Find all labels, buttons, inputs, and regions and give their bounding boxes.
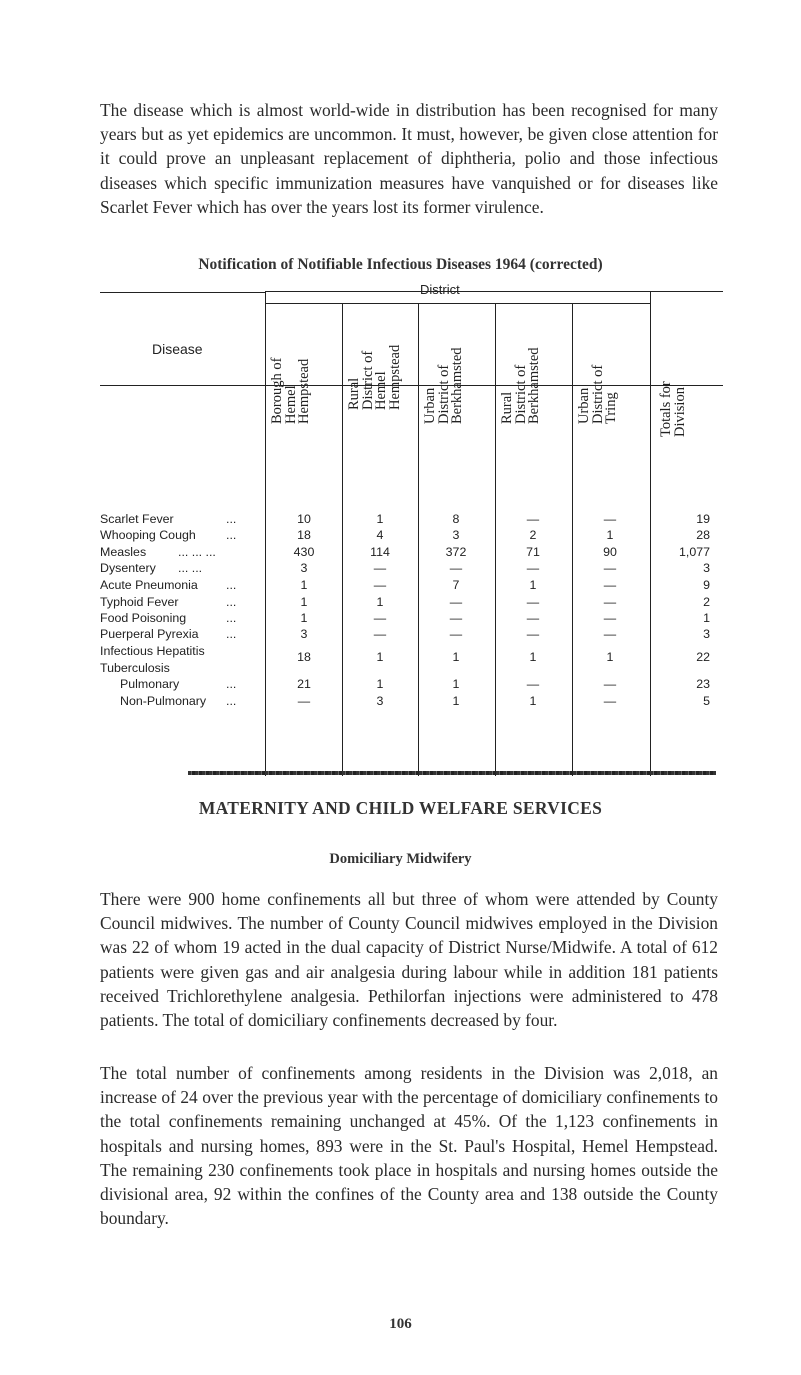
table-cell: 5	[703, 694, 710, 708]
table-cell: —	[603, 512, 617, 526]
section-heading: MATERNITY AND CHILD WELFARE SERVICES	[198, 798, 603, 818]
table-cell: 1	[606, 650, 614, 664]
row-label: Food Poisoning	[100, 611, 187, 625]
table-bottom-rule	[188, 771, 716, 775]
table-cell: 2	[703, 595, 710, 609]
table-cell: 18	[297, 528, 311, 542]
table-cell: 3	[703, 561, 710, 575]
paragraph-confinements: The total number of confinements among residents in the Division was 2,018, an increase of 24 over the previous year with the percentage of domiciliary confinements to the total confinements remaining unchanged at 45%. Of the 1,123 confinements in hospitals and nursing homes, 893 were in the St. Paul's Hospital, Hemel Hempstead. The remaining 230 confinements took place in hospitals and nursing homes outside the divisional area, 92 within the confines of the County area and 138 outside the County boundary.	[100, 1063, 718, 1229]
column-header: Urban District of Tring	[576, 364, 619, 424]
table-cell: 1	[300, 578, 308, 592]
row-label: Non-Pulmonary	[120, 694, 207, 708]
row-label: Whooping Cough	[100, 528, 196, 542]
table-cell: —	[373, 627, 387, 641]
table-cell: —	[526, 611, 540, 625]
table-cell: 1	[529, 694, 537, 708]
table-cell: 90	[603, 545, 617, 559]
row-leader-dots: ...	[226, 595, 237, 609]
table-cell: —	[526, 677, 540, 691]
table-cell: —	[526, 595, 540, 609]
row-label: Pulmonary	[120, 677, 180, 691]
table-cell: 71	[526, 545, 540, 559]
row-leader-dots: ...	[226, 627, 237, 641]
table-cell: 23	[696, 677, 710, 691]
row-label: Scarlet Fever	[100, 512, 174, 526]
table-cell: —	[373, 561, 387, 575]
table-cell: 1	[529, 578, 537, 592]
row-leader-dots: ... ... ...	[178, 545, 216, 559]
row-leader-dots: ... ...	[178, 561, 203, 575]
row-label: Measles	[100, 545, 147, 559]
table-cell: —	[603, 677, 617, 691]
intro-paragraph: The disease which is almost world-wide in distribution has been recognised for many years but as yet epidemics are uncommon. It must, however, be given close attention for it could prove an unpleasant replacement of diphtheria, polio and those infectious diseases which specific immunization measures have vanquished or for diseases like Scarlet Fever which has over the years lost its former virulence.	[100, 100, 718, 217]
district-header: District	[420, 282, 460, 297]
table-cell: 1	[452, 694, 460, 708]
table-cell: 1	[452, 677, 460, 691]
subsection-heading: Domiciliary Midwifery	[329, 851, 472, 867]
table-cell: —	[449, 561, 463, 575]
table-cell: 3	[300, 561, 308, 575]
table-cell: 1	[376, 650, 384, 664]
table-cell: 1	[703, 611, 710, 625]
table-cell: 1	[529, 650, 537, 664]
page-number: 106	[389, 1316, 412, 1332]
table-cell: 430	[293, 545, 315, 559]
row-leader-dots: ...	[226, 578, 237, 592]
row-label: Dysentery	[100, 561, 156, 575]
table-cell: 3	[452, 528, 460, 542]
table-title: Notification of Notifiable Infectious Diseases 1964 (corrected)	[198, 256, 603, 273]
column-header: Borough of Hemel Hempstead	[269, 357, 312, 424]
table-cell: —	[449, 627, 463, 641]
table-cell: —	[603, 627, 617, 641]
table-cell: 8	[452, 512, 460, 526]
table-cell: —	[526, 512, 540, 526]
table-cell: 1	[376, 595, 384, 609]
table-cell: 19	[696, 512, 710, 526]
table-cell: —	[526, 627, 540, 641]
table-cell: —	[603, 694, 617, 708]
table-cell: 21	[297, 677, 311, 691]
table-cell: 1	[300, 611, 308, 625]
disease-header: Disease	[152, 341, 203, 357]
table-cell: —	[449, 611, 463, 625]
table-cell: 3	[300, 627, 308, 641]
table-cell: —	[449, 595, 463, 609]
column-header: Rural District of Hemel Hempstead	[346, 344, 403, 410]
row-leader-dots: ...	[226, 611, 237, 625]
table-cell: 1	[452, 650, 460, 664]
row-label: Tuberculosis	[100, 661, 170, 675]
table-cell: 4	[376, 528, 384, 542]
table-cell: 2	[529, 528, 537, 542]
table-cell: 7	[452, 578, 460, 592]
row-label: Infectious Hepatitis	[100, 644, 205, 658]
table-cell: 1	[606, 528, 614, 542]
table-cell: —	[603, 595, 617, 609]
table-cell: —	[526, 561, 540, 575]
table-cell: 1	[376, 512, 384, 526]
table-cell: 1	[376, 677, 384, 691]
table-cell: 1	[300, 595, 308, 609]
table-cell: —	[373, 578, 387, 592]
table-cell: 10	[297, 512, 311, 526]
table-cell: 28	[696, 528, 710, 542]
table-cell: 372	[445, 545, 467, 559]
table-cell: 3	[376, 694, 384, 708]
column-header: Rural District of Berkhamsted	[499, 346, 542, 424]
table-cell: 22	[696, 650, 710, 664]
column-header: Urban District of Berkhamsted	[422, 346, 465, 424]
table-cell: —	[373, 611, 387, 625]
table-cell: 1,077	[678, 545, 710, 559]
row-leader-dots: ...	[226, 677, 237, 691]
row-leader-dots: ...	[226, 694, 237, 708]
row-leader-dots: ...	[226, 512, 237, 526]
row-label: Typhoid Fever	[100, 595, 179, 609]
paragraph-domiciliary: There were 900 home confinements all but three of whom were attended by County Council midwives. The number of County Council midwives employed in the Division was 22 of whom 19 acted in the dual capacity of District Nurse/Midwife. A total of 612 patients were given gas and air analgesia during labour while in addition 181 patients received Trichlorethylene analgesia. Pethilorfan injections were administered to 478 patients. The total of domiciliary confinements decreased by four.	[100, 889, 718, 1031]
table-cell: 114	[370, 545, 390, 559]
table-cell: 18	[297, 650, 311, 664]
table-cell: —	[603, 561, 617, 575]
table-cell: —	[297, 694, 311, 708]
row-label: Puerperal Pyrexia	[100, 627, 199, 641]
column-header: Totals for Division	[658, 381, 688, 437]
row-leader-dots: ...	[226, 528, 237, 542]
table-cell: 9	[703, 578, 710, 592]
table-cell: 3	[703, 627, 710, 641]
table-cell: —	[603, 578, 617, 592]
row-label: Acute Pneumonia	[100, 578, 198, 592]
table-cell: —	[603, 611, 617, 625]
